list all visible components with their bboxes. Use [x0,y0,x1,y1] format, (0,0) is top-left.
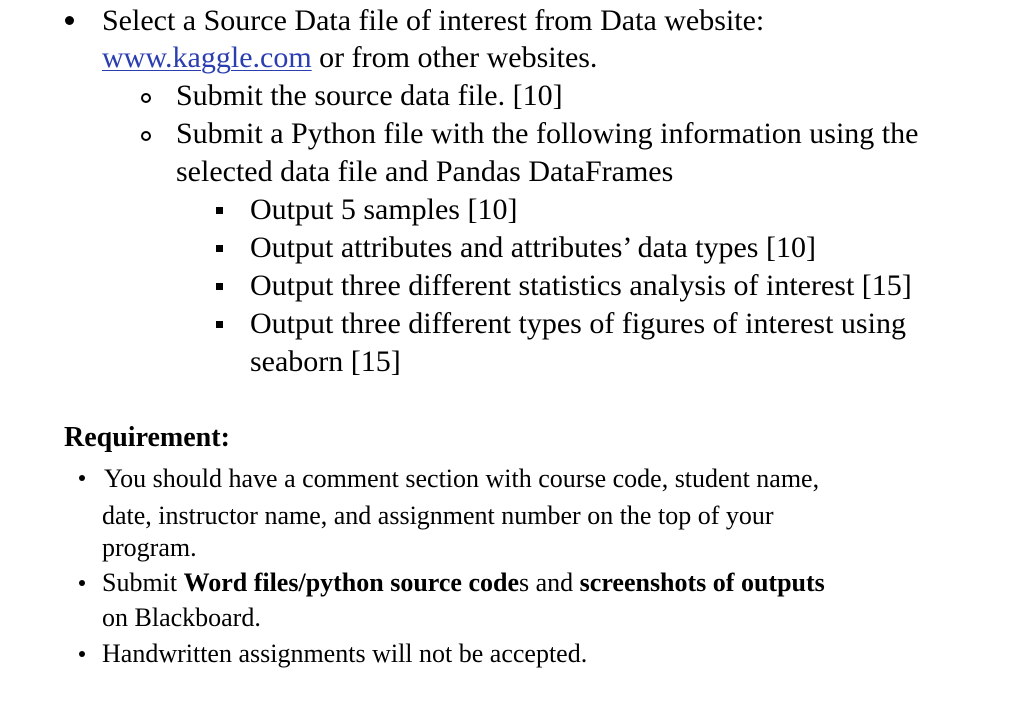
output-item-1: Output 5 samples [10] [250,193,518,226]
bullet-dot-icon [79,651,85,657]
requirement-item-2-bold-2: screenshots of outputs [579,568,825,597]
bullet-square-icon [216,245,223,252]
output-item-3: Output three different statistics analysis of interest [15] [250,269,912,302]
output-item-2: Output attributes and attributes’ data types [10] [250,231,816,264]
requirement-item-2-line-2: on Blackboard. [102,603,261,632]
bullet-square-icon [216,207,223,214]
requirement-item-1-line-1: You should have a comment section with course code, student name, [104,464,820,493]
requirement-item-2-part-2: s and [519,568,580,597]
requirement-item-1-line-3: program. [102,533,197,562]
bullet-circle-icon [141,131,151,141]
intro-line-1: Select a Source Data file of interest from Data website: [102,4,765,37]
intro-line-2-rest: or from other websites. [311,41,598,74]
bullet-circle-icon [141,93,151,103]
requirement-item-1-line-2: date, instructor name, and assignment number on the top of your [102,501,774,530]
output-item-4-line-1: Output three different types of figures of interest using [250,307,906,340]
output-item-4-line-2: seaborn [15] [250,345,401,378]
sub-item-2-line-2: selected data file and Pandas DataFrames [176,155,674,188]
requirement-item-2-line-1 [102,570,825,596]
bullet-square-icon [216,321,223,328]
kaggle-link[interactable]: www.kaggle.com [102,41,312,74]
intro-line-2 [102,43,597,73]
sub-item-2-line-1: Submit a Python file with the following information using the [176,117,919,150]
requirement-item-2-bold-1: Word files/python source code [183,568,519,597]
sub-item-1: Submit the source data file. [10] [176,79,563,112]
bullet-dot-icon [79,580,85,586]
bullet-square-icon [216,283,223,290]
requirement-item-3: Handwritten assignments will not be accepted. [102,639,588,668]
requirement-heading: Requirement: [64,422,230,453]
bullet-dot-icon [79,475,85,481]
requirement-item-2-part-1: Submit [102,568,184,597]
bullet-dot-icon [65,16,74,25]
